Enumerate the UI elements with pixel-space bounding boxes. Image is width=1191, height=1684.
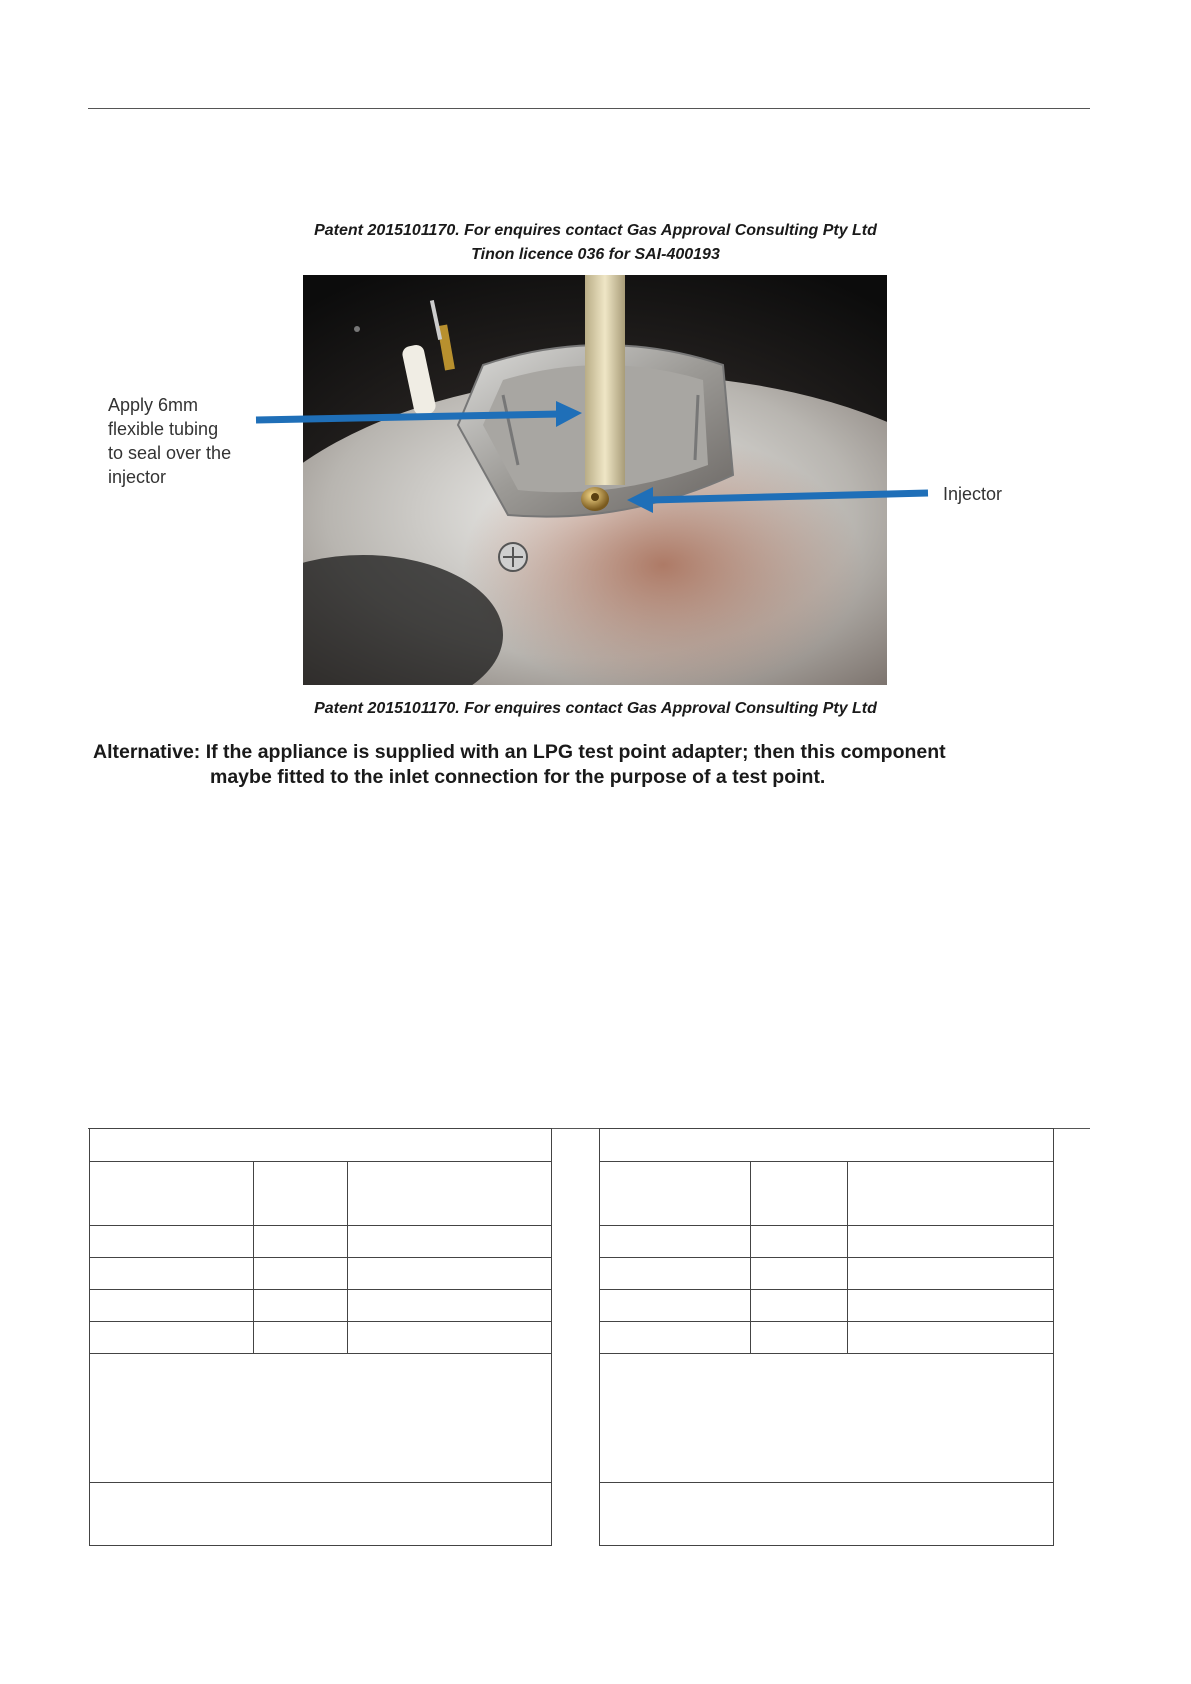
callout-injector-label: Injector [943,484,1003,504]
form-column-row [90,1162,552,1226]
form-header-row [90,1129,552,1162]
form-notes-row [90,1354,552,1483]
form-signature-row [600,1483,1054,1546]
form-header-row [600,1129,1054,1162]
form-data-row [90,1258,552,1290]
alternative-line-1: Alternative: If the appliance is supplied with an LPG test point adapter; then this component [93,741,946,763]
figure-caption-bottom: Patent 2015101170. For enquires contact Gas Approval Consulting Pty Ltd [314,700,877,717]
blank-form-right [599,1128,1054,1546]
alternative-note [93,740,1093,790]
form-data-row [600,1290,1054,1322]
form-data-row [90,1290,552,1322]
form-data-row [600,1226,1054,1258]
alternative-line-2: maybe fitted to the inlet connection for the purpose of a test point. [210,766,826,788]
figure-caption-top-1: Patent 2015101170. For enquires contact Gas Approval Consulting Pty Ltd [314,222,877,239]
header-rule [88,108,1090,109]
form-data-row [90,1322,552,1354]
callout-tubing-label [108,393,231,489]
figure-caption-top-2: Tinon licence 036 for SAI-400193 [471,246,720,263]
callout-tubing-line: Apply 6mm [108,395,199,415]
form-data-row [90,1226,552,1258]
callout-tubing-line: injector [108,467,167,487]
form-column-row [600,1162,1054,1226]
injector-photo [303,275,887,685]
form-notes-row [600,1354,1054,1483]
form-data-row [600,1322,1054,1354]
form-data-row [600,1258,1054,1290]
blank-form-left [89,1128,552,1546]
callout-tubing-line: flexible tubing [108,419,219,439]
form-signature-row [90,1483,552,1546]
callout-tubing-line: to seal over the [108,443,232,463]
